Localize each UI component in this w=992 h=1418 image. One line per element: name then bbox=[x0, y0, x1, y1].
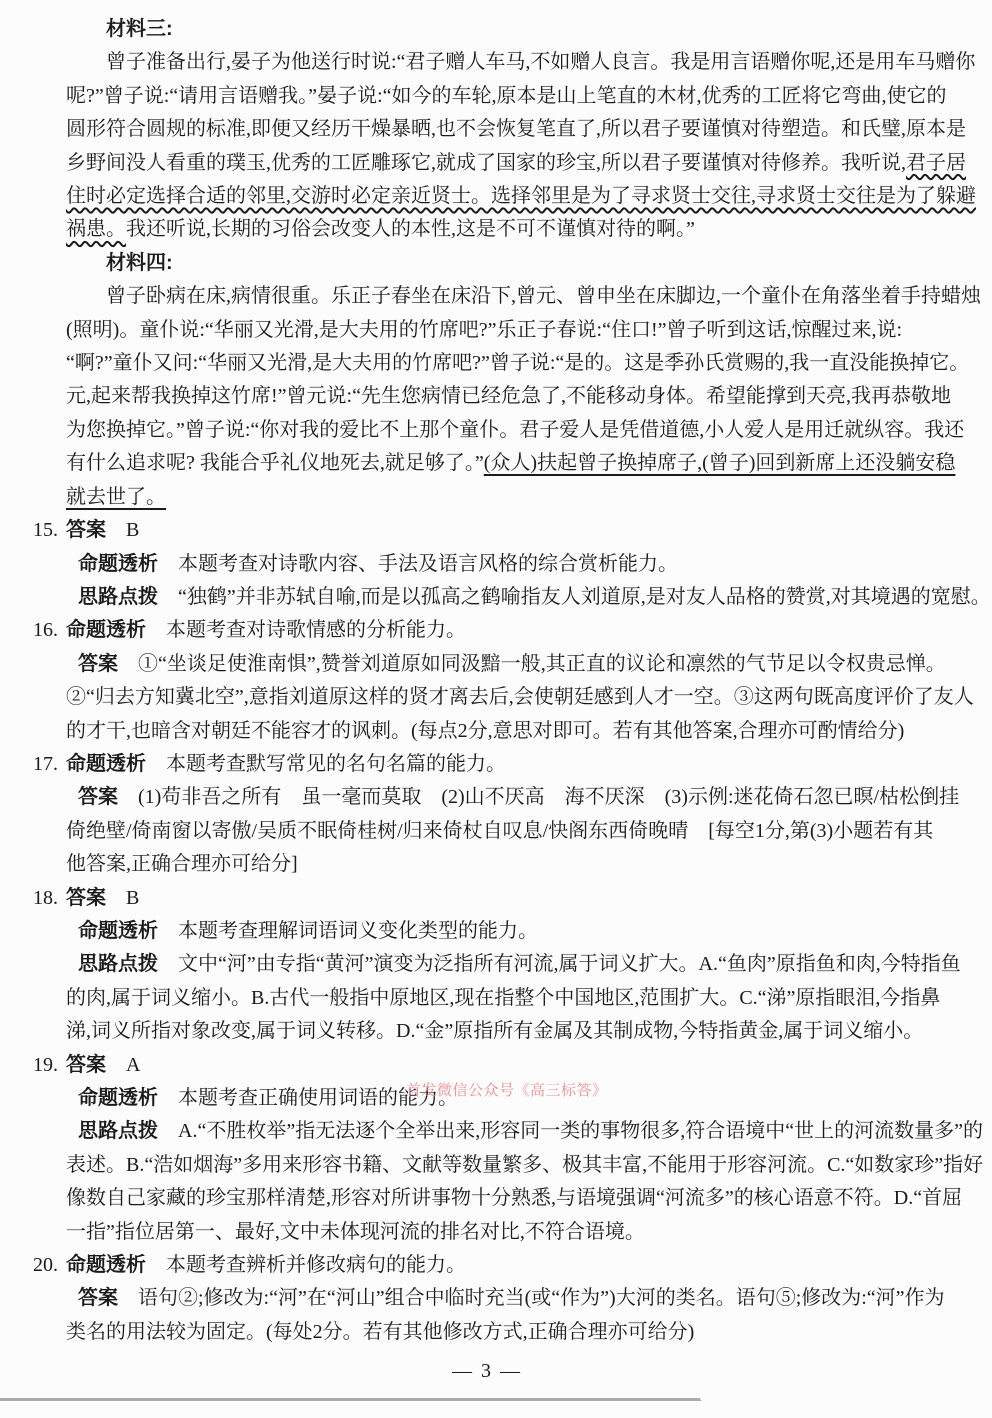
text-segment: 元,起来帮我换掉这竹席!”曾元说:“先生您病情已经危急了,不能移动身体。希望能撑到天亮,我再恭敬地 bbox=[66, 385, 951, 408]
text-segment: 曾子准备出行,晏子为他送行时说:“君子赠人车马,不如赠人良言。我是用言语赠你呢,还是用车马赠你 bbox=[106, 51, 976, 74]
text-segment: 类名的用法较为固定。(每处2分。若有其他修改方式,正确合理亦可给分) bbox=[66, 1320, 695, 1343]
text-segment: 君子居 bbox=[906, 151, 966, 174]
text-segment: 我还听说,长期的习俗会改变人的本性,这是不可不谨慎对待的啊。” bbox=[126, 218, 695, 241]
section-label: 答案 bbox=[66, 519, 106, 542]
text-segment: 一指”指位居第一、最好,文中未体现河流的排名对比,不符合语境。 bbox=[66, 1220, 645, 1243]
page-number: — 3 — bbox=[452, 1360, 522, 1382]
text-line bbox=[66, 781, 960, 814]
text-segment: 表述。B.“浩如烟海”多用来形容书籍、文献等数量繁多、极其丰富,不能用于形容河流。C.“如数家珍”指好 bbox=[66, 1153, 984, 1176]
text-line bbox=[66, 481, 950, 514]
watermark: 首发微信公众号《高三标答》 bbox=[406, 1083, 608, 1099]
scan-artifact-blob bbox=[700, 1378, 992, 1418]
text-segment: 呢?”曾子说:“请用言语赠我。”晏子说:“如今的车轮,原本是山上笔直的木材,优秀的工匠将它弯曲,使它的 bbox=[66, 84, 947, 107]
text-segment: ①“坐谈足使淮南惧”,赞誉刘道原如同汲黯一般,其正直的议论和凛然的气节足以令权贵忌惮。 bbox=[118, 652, 946, 675]
text-segment: 本题考查默写常见的名句名篇的能力。 bbox=[146, 752, 506, 775]
text-segment: ②“归去方知冀北空”,意指刘道原这样的贤才离去后,会使朝廷感到人才一空。③这两句既高度评价了友人 bbox=[66, 686, 974, 709]
section-label: 思路点拨 bbox=[78, 585, 158, 608]
text-segment: 本题考查对诗歌情感的分析能力。 bbox=[146, 619, 466, 642]
text-line bbox=[66, 46, 976, 79]
text-segment: 本题考查对诗歌内容、手法及语言风格的综合赏析能力。 bbox=[158, 552, 678, 575]
text-line bbox=[66, 1282, 950, 1315]
text-segment: B bbox=[106, 886, 140, 909]
text-segment: (照明)。童仆说:“华丽又光滑,是大夫用的竹席吧?”乐正子春说:“住口!”曾子听到这话,惊醒过来,说: bbox=[66, 318, 903, 341]
text-segment: 倚绝壁/倚南窗以寄傲/吴质不眠倚桂树/归来倚杖自叹息/快阁东西倚晚晴 [每空1分,第(3)小题若有其 bbox=[66, 819, 934, 842]
item-number: 15. bbox=[33, 519, 58, 542]
text-line bbox=[66, 648, 950, 681]
text-segment: 住时必定选择合适的邻里,交游时必定亲近贤士。选择邻里是为了寻求贤士交往,寻求贤士交往是为了躲避 bbox=[66, 185, 976, 208]
text-line bbox=[66, 347, 970, 380]
section-label: 答案 bbox=[78, 1287, 118, 1310]
text-segment: 像数自己家藏的珍宝那样清楚,形容对所讲事物十分熟悉,与语境强调“河流多”的核心语意不符。D.“首屈 bbox=[66, 1187, 963, 1210]
text-segment: 本题考查辨析并修改病句的能力。 bbox=[146, 1254, 466, 1277]
section-label: 命题透析 bbox=[78, 1087, 158, 1109]
section-label: 思路点拨 bbox=[78, 953, 158, 976]
document-lines bbox=[33, 13, 991, 1349]
text-segment: “啊?”童仆又问:“华丽又光滑,是大夫用的竹席吧?”曾子说:“是的。这是季孙氏赏赐的,我一直没能换掉它。 bbox=[66, 352, 970, 375]
section-label: 命题透析 bbox=[66, 1254, 146, 1277]
item-number: 17. bbox=[33, 752, 58, 775]
text-line bbox=[66, 213, 950, 246]
section-label: 思路点拨 bbox=[78, 1120, 158, 1143]
section-label: 命题透析 bbox=[78, 552, 158, 575]
text-line bbox=[33, 748, 950, 781]
text-line bbox=[66, 982, 950, 1015]
section-label: 答案 bbox=[78, 652, 118, 675]
text-segment: 的才干,也暗含对朝廷不能容才的讽刺。(每点2分,意思对即可。若有其他答案,合理亦可酌情给分) bbox=[66, 719, 905, 742]
item-number: 20. bbox=[33, 1254, 58, 1277]
text-line bbox=[33, 614, 950, 647]
text-segment: 的肉,属于词义缩小。B.古代一般指中原地区,现在指整个中国地区,范围扩大。C.“涕”原指眼泪,今指鼻 bbox=[66, 986, 941, 1009]
text-line bbox=[66, 581, 991, 614]
text-segment: A.“不胜枚举”指无法逐个全举出来,形容同一类的事物很多,符合语境中“世上的河流数量多”的 bbox=[158, 1120, 983, 1143]
text-segment: 乡野间没人看重的璞玉,优秀的工匠雕琢它,就成了国家的珍宝,所以君子要谨慎对待修养。我听说, bbox=[66, 151, 906, 174]
text-segment: 他答案,正确合理亦可给分] bbox=[66, 853, 298, 876]
text-line bbox=[66, 548, 950, 581]
section-label: 答案 bbox=[66, 1053, 106, 1076]
section-label: 材料四: bbox=[106, 251, 173, 274]
text-segment: 就去世了。 bbox=[66, 485, 166, 508]
text-segment: 涕,词义所指对象改变,属于词义转移。D.“金”原指所有金属及其制成物,今特指黄金,属于词义缩小。 bbox=[66, 1020, 924, 1043]
section-label: 答案 bbox=[78, 786, 118, 809]
text-segment: 祸患。 bbox=[66, 218, 126, 241]
section-label: 命题透析 bbox=[66, 752, 146, 775]
text-line bbox=[66, 815, 950, 848]
section-label: 命题透析 bbox=[66, 619, 146, 642]
text-line bbox=[66, 280, 981, 313]
section-label: 答案 bbox=[66, 886, 106, 909]
text-line bbox=[66, 380, 950, 413]
text-segment: 文中“河”由专指“黄河”演变为泛指所有河流,属于词义扩大。A.“鱼肉”原指鱼和肉,今特指鱼 bbox=[158, 953, 961, 976]
text-line bbox=[33, 514, 950, 547]
section-label: 命题透析 bbox=[78, 919, 158, 942]
text-line bbox=[66, 80, 950, 113]
text-line bbox=[66, 848, 950, 881]
text-line bbox=[33, 882, 950, 915]
text-line bbox=[66, 180, 976, 213]
text-line bbox=[66, 715, 950, 748]
text-segment: (1)苟非吾之所有 虽一毫而莫取 (2)山不厌高 海不厌深 (3)示例:迷花倚石忽已暝/枯松倒挂 bbox=[118, 786, 960, 809]
item-number: 16. bbox=[33, 619, 58, 642]
text-line bbox=[66, 247, 950, 280]
text-line bbox=[33, 1249, 950, 1282]
text-line bbox=[66, 113, 966, 146]
text-segment: B bbox=[106, 519, 140, 542]
text-line bbox=[66, 681, 974, 714]
text-line bbox=[66, 1115, 983, 1148]
text-line bbox=[66, 314, 950, 347]
text-segment: 有什么追求呢? 我能合乎礼仪地死去,就足够了。” bbox=[66, 452, 484, 475]
text-line bbox=[66, 147, 966, 180]
text-line bbox=[66, 948, 961, 981]
section-label: 材料三: bbox=[106, 18, 173, 40]
text-line bbox=[66, 1015, 950, 1048]
text-line bbox=[66, 447, 956, 480]
text-line bbox=[66, 1182, 963, 1215]
item-number: 18. bbox=[33, 886, 58, 909]
text-line bbox=[66, 915, 950, 948]
text-segment: “独鹤”并非苏轼自喻,而是以孤高之鹤喻指友人刘道原,是对友人品格的赞赏,对其境遇的宽慰。 bbox=[158, 585, 991, 608]
text-segment: 本题考查正确使用词语的能力。 bbox=[158, 1087, 458, 1109]
text-segment: 曾子卧病在床,病情很重。乐正子春坐在床沿下,曾元、曾申坐在床脚边,一个童仆在角落坐着手持蜡烛 bbox=[106, 285, 981, 308]
text-segment: A bbox=[106, 1053, 141, 1076]
text-segment: 语句②;修改为:“河”在“河山”组合中临时充当(或“作为”)大河的类名。语句⑤;修改为:“河”作为 bbox=[118, 1287, 945, 1310]
text-line bbox=[66, 1316, 950, 1349]
text-line bbox=[66, 1149, 984, 1182]
text-line bbox=[66, 1216, 950, 1249]
text-segment: (众人)扶起曾子换掉席子,(曾子)回到新席上还没躺安稳 bbox=[483, 452, 956, 475]
text-line bbox=[66, 414, 965, 447]
text-line bbox=[66, 13, 950, 46]
text-segment: 圆形符合圆规的标准,即便又经历干燥暴晒,也不会恢复笔直了,所以君子要谨慎对待塑造。和氏璧,原本是 bbox=[66, 118, 966, 141]
text-segment: 本题考查理解词语词义变化类型的能力。 bbox=[158, 919, 538, 942]
text-segment: 为您换掉它。”曾子说:“你对我的爱比不上那个童仆。君子爱人是凭借道德,小人爱人是用迁就纵容。我还 bbox=[66, 418, 965, 441]
item-number: 19. bbox=[33, 1053, 58, 1076]
text-line bbox=[33, 1049, 950, 1082]
